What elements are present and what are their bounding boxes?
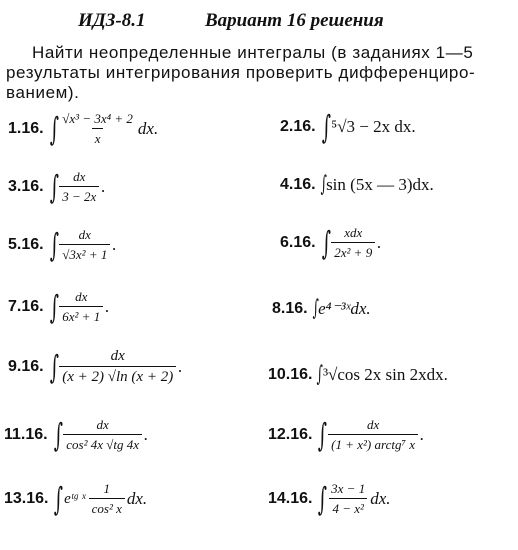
integrand: ³√cos 2x sin 2xdx. [322,365,448,384]
fraction [59,227,110,263]
integrand: ⁵√3 − 2x dx. [331,117,416,136]
assignment-title: ИДЗ-8.1 [78,10,146,31]
fraction [89,481,125,517]
task-instructions [6,43,506,103]
variant-title: Вариант 16 решения [205,10,384,31]
fraction [59,348,176,386]
integral-sign: ∫ [321,224,331,262]
problem-13 [4,474,147,524]
problem-7 [8,282,109,332]
numerator: 1 [103,481,110,496]
problem-number: 5.16. [8,236,44,253]
instruction-line: Найти неопределенные интегралы (в заданиях 1—5 [32,43,474,62]
problem-2 [280,102,416,152]
differential: dx. [370,489,391,508]
problem-number: 6.16. [280,234,316,251]
integral-sign: ∫ [317,362,324,387]
instruction-line: результаты интегрирования проверить дифференциро- [6,63,476,82]
numerator: 3x − 1 [331,481,366,496]
denominator: 4 − x² [329,498,366,517]
denominator: x [92,128,104,147]
fraction [328,417,418,453]
integral-sign: ∫ [318,480,328,518]
problem-number: 13.16. [4,490,49,507]
problem-number: 7.16. [8,298,44,315]
problem-14 [268,474,391,524]
denominator: √3x² + 1 [59,244,110,263]
instruction-line: ванием). [6,83,80,102]
denominator: (x + 2) √ln (x + 2) [59,366,176,386]
problem-3 [8,162,106,212]
numerator: √x³ − 3x⁴ + 2 [62,111,133,126]
denominator: cos² 4x √tg 4x [63,434,142,453]
integral-sign: ∫ [321,108,331,146]
punctuation: . [112,235,117,254]
integral-sign: ∫ [49,110,59,148]
fraction [331,225,375,261]
numerator: dx [366,417,380,432]
fraction [59,289,103,325]
problem-number: 3.16. [8,178,44,195]
problem-number: 9.16. [8,358,44,375]
problem-number: 2.16. [280,118,316,135]
problem-number: 11.16. [4,426,48,443]
problem-number: 12.16. [268,426,313,443]
differential: dx. [126,489,148,508]
problem-5 [8,220,117,270]
integral-sign: ∫ [49,348,59,386]
punctuation: . [144,425,149,444]
fraction [59,111,136,147]
problem-10 [268,350,448,400]
fraction [328,481,368,517]
problem-1 [8,104,158,154]
problem-11 [4,410,148,460]
problem-12 [268,410,424,460]
denominator: (1 + x²) arctg⁷ x [328,434,418,453]
integral-sign: ∫ [49,168,59,206]
problem-number: 4.16. [280,176,316,193]
punctuation: . [178,357,183,376]
problem-number: 8.16. [272,300,308,317]
fraction [63,417,142,453]
numerator: xdx [344,225,363,240]
punctuation: . [420,425,425,444]
problem-8 [272,284,371,334]
problem-4 [280,160,434,210]
integral-sign: ∫ [54,480,64,518]
integral-sign: ∫ [53,416,63,454]
punctuation: . [101,177,106,196]
integrand: e⁴⁻³ˣdx. [318,299,371,318]
numerator: dx [96,417,109,432]
denominator: cos² x [89,498,125,517]
exponential-factor: eᵗᵍ ˣ [64,490,86,507]
denominator: 3 − 2x [59,186,99,205]
punctuation: . [377,233,382,252]
integral-sign: ∫ [312,296,319,321]
numerator: dx [73,169,86,184]
integral-sign: ∫ [320,172,327,197]
denominator: 2x² + 9 [331,242,375,261]
differential: dx. [137,119,159,138]
integral-sign: ∫ [49,226,59,264]
integrand: sin (5x — 3)dx. [326,175,434,194]
denominator: 6x² + 1 [59,306,103,325]
integral-sign: ∫ [318,416,328,454]
numerator: dx [75,289,88,304]
header [0,10,518,36]
punctuation: . [105,297,110,316]
problem-6 [280,218,381,268]
fraction [59,169,99,205]
problem-9 [8,342,182,392]
problem-number: 10.16. [268,366,313,383]
numerator: dx [110,348,125,364]
problem-number: 14.16. [268,490,313,507]
problem-number: 1.16. [8,120,44,137]
numerator: dx [78,227,91,242]
integral-sign: ∫ [49,288,59,326]
